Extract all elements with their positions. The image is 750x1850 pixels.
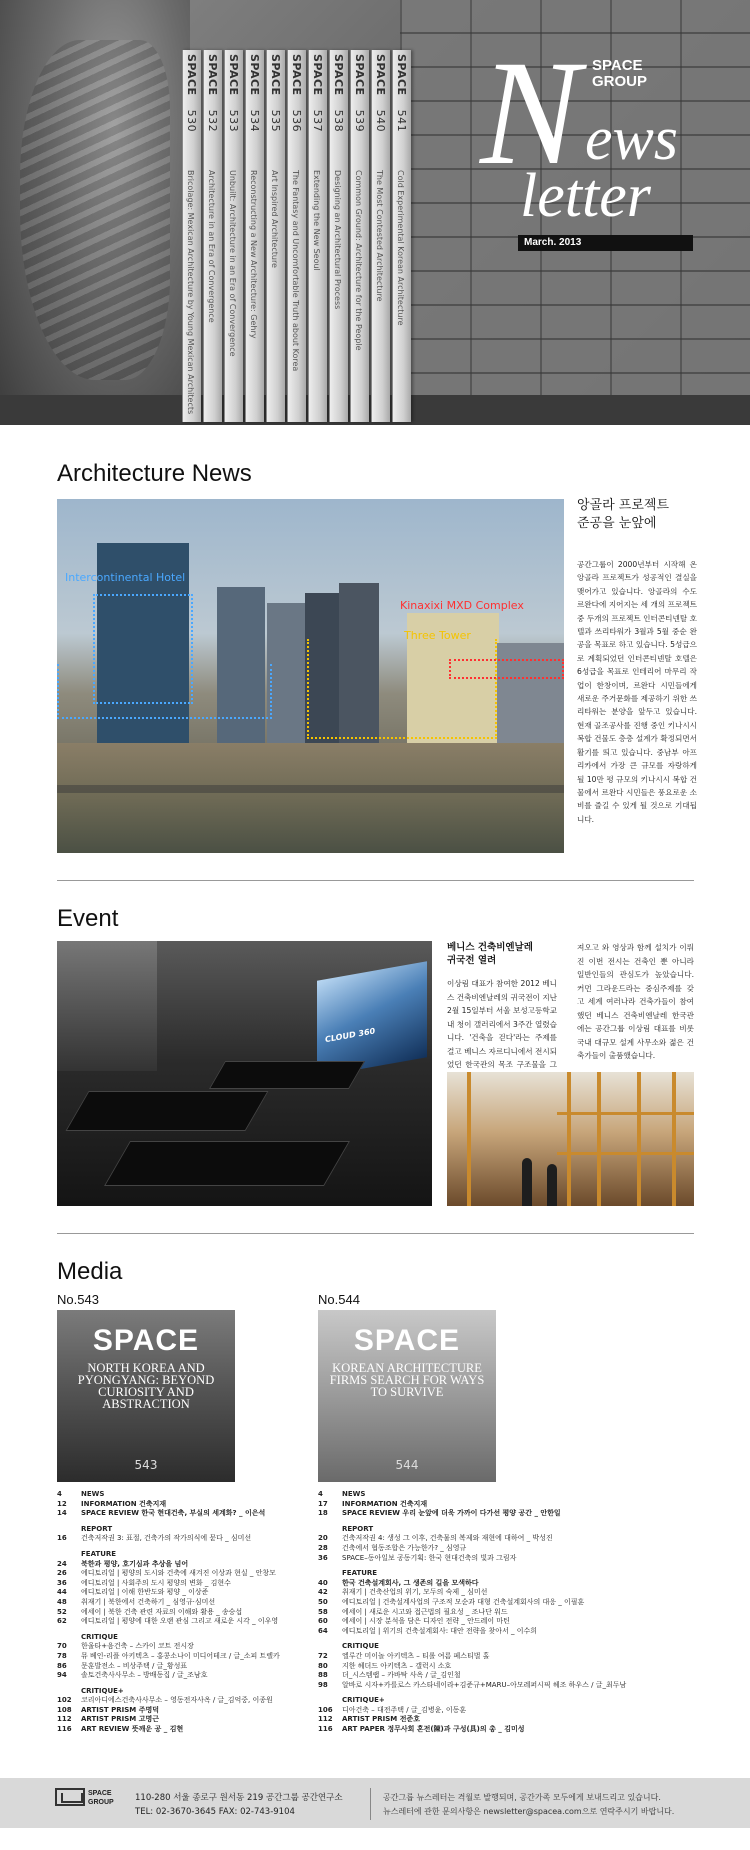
toc-page-number: 17 [318, 1499, 328, 1508]
toc-page-number: 4 [318, 1490, 323, 1498]
toc-entry-title: INFORMATION 건축지재 [81, 1499, 167, 1508]
magazine-subtitle: Designing an Architectural Process [333, 170, 342, 310]
magazine-number: 535 [269, 109, 282, 133]
projection-screen [317, 961, 427, 1076]
toc-page-number: 24 [57, 1559, 67, 1568]
media-title: Media [57, 1258, 123, 1285]
toc-page-number: 4 [57, 1490, 62, 1498]
toc-page-number: 36 [318, 1553, 328, 1562]
toc-row [57, 1696, 312, 1706]
toc-page-number: 112 [57, 1715, 72, 1724]
toc-row [318, 1500, 628, 1510]
toc-page-number: 50 [318, 1597, 328, 1606]
magazine-spine-label [353, 54, 366, 132]
event-title: Event [57, 905, 119, 932]
toc-entry-title: SPACE REVIEW 한국 현대건축, 부실의 세계화? _ 이은석 [81, 1509, 266, 1518]
toc-entry-title: 한국 건축설계회사, 그 생존의 길을 모색하다 [342, 1578, 479, 1587]
event-headline-line2: 귀국전 열려 [447, 955, 497, 966]
toc-row [57, 1509, 312, 1519]
toc-page-number: 80 [318, 1661, 328, 1670]
toc-row [57, 1671, 312, 1681]
event-body-column-2: 져오고 와 영상과 함께 설치가 이뤄진 이번 전시는 건축인 뿐 아니라 일반인들의 관심도가 높았습니다. 커먼 그라운드라는 중심주제를 갖고 세계 여러나라 건축가들이 참여했던 베니스 건축비엔날레 한국관에는 공간그룹 이상림 대표를 비롯 국내 대규모 설계 사무소와 젊은 건축가들이 출품했습니다. [577, 943, 694, 1060]
toc-entry-title: 에디토리얼 | 이해 한반도와 평양 _ 이상준 [81, 1588, 209, 1597]
toc-entry-title: ART PAPER 정무사회 혼전(陳)과 구성(具)의 총 _ 김미성 [342, 1725, 525, 1734]
toc-page-number: 112 [318, 1715, 333, 1724]
visitor-figure [547, 1164, 557, 1206]
magazine-subtitle: Common Ground: Architecture for the People [354, 170, 363, 351]
toc-section-heading: FEATURE [342, 1569, 378, 1578]
toc-row [318, 1598, 628, 1608]
magazine-spine [266, 50, 285, 422]
toc-entry-title: 엘루간 미이놀 아키텍츠 – 티롤 여름 페스티벌 홀 [342, 1651, 490, 1660]
issue-number-544: No.544 [318, 1292, 360, 1307]
magazine-spine-label [332, 54, 345, 132]
magazine-spine [287, 50, 306, 422]
toc-entry-title: ARTIST PRISM 주명덕 [81, 1705, 159, 1714]
toc-row [318, 1681, 628, 1691]
toc-row [57, 1642, 312, 1652]
timber-post [467, 1072, 471, 1206]
toc-row [318, 1627, 628, 1637]
magazine-number: 538 [332, 109, 345, 133]
city-building [267, 603, 307, 743]
toc-entry-title: 솔토건축사사무소 – 방배동집 / 글_조남호 [81, 1671, 208, 1680]
toc-page-number: 44 [57, 1588, 67, 1597]
architecture-headline [577, 497, 697, 533]
timber-post [672, 1072, 676, 1206]
toc-page-number: 70 [57, 1642, 67, 1651]
toc-section-heading: REPORT [342, 1524, 374, 1533]
magazine-subtitle: Extending the New Seoul [312, 170, 321, 271]
table-of-contents-543 [57, 1490, 312, 1735]
footer-contact [135, 1791, 343, 1819]
magazine-number: 533 [227, 109, 240, 133]
footer-note [383, 1791, 713, 1819]
magazine-brand: SPACE [206, 54, 219, 96]
toc-page-number: 14 [57, 1509, 67, 1518]
magazine-number: 540 [374, 109, 387, 133]
toc-entry-title: SPACE REVIEW 우리 눈앞에 더욱 가까이 다가선 평양 공간 _ 안한일 [342, 1509, 561, 1518]
magazine-spine-label [248, 54, 261, 132]
magazine-brand: SPACE [374, 54, 387, 96]
footer-phone: TEL: 02-3670-3645 FAX: 02-743-9104 [135, 1807, 295, 1817]
architecture-article-body: 공간그룹이 2000년부터 시작해 온 앙골라 프로젝트가 성공적인 결실을 맺어가고 있습니다. 앙골라의 수도 르완다에 지어지는 세 개의 프로젝트 중 두개의 프로젝트 인터콘티넨탈 호텔과 쓰리타워가 3월과 5월 중순 완공을 목표로 하고 있습니다. 5성급으로 계획되었던 인터콘티넨탈 호텔은 6성급을 목표로 인테리어 마무리 작업이 한창이며, 르완다 시민들에게 새로운 주거문화를 제공하기 위한 쓰리타워는 분양을 앞두고 있습니다. 현재 골조공사를 진행 중인 키나시시 복합 건물도 층층 설계가 확정되면서 활기를 띄고 있습니다. 중남부 아프리카에서 가장 큰 규모를 자랑하게 될 10만 평 규모의 키나시시 복합 건물에서 르완다 시민들은 풍요로운 소비를 즐길 수 있게 될 것으로 기대됩니다. [577, 560, 697, 824]
toc-row [318, 1554, 628, 1564]
event-headline-line1: 베니스 건축비엔날레 [447, 942, 533, 953]
toc-entry-title: NEWS [342, 1490, 366, 1498]
toc-row [57, 1500, 312, 1510]
city-building [497, 643, 564, 743]
cover-title: KOREAN ARCHITECTURE FIRMS SEARCH FOR WAYS TO SURVIVE [329, 1361, 485, 1399]
toc-entry-title: 취재기 | 건축산업의 위기, 모두의 숙제 _ 심미선 [342, 1588, 488, 1597]
magazine-spine [245, 50, 264, 422]
toc-entry-title: 북한과 평양, 호기심과 추상을 넘어 [81, 1559, 189, 1568]
toc-section-heading: CRITIQUE [81, 1632, 118, 1641]
toc-row [57, 1715, 312, 1725]
timber-post [637, 1072, 641, 1206]
exhibition-hall-photo [57, 941, 432, 1206]
toc-page-number: 48 [57, 1597, 67, 1606]
toc-entry-title: 에세이 | 북한 건축 관련 자료의 이해와 활용 _ 송승섭 [81, 1607, 243, 1616]
table-of-contents-544 [318, 1490, 628, 1735]
toc-page-number: 26 [57, 1569, 67, 1578]
magazine-subtitle: The Fantasy and Uncomfortable Truth about Korea [291, 170, 300, 372]
toc-entry-title: 건축저작권 3: 표절, 건축가의 작가의식에 묻다 _ 심미선 [81, 1534, 252, 1543]
toc-row [57, 1662, 312, 1672]
magazine-subtitle: The Most Contested Architecture [375, 170, 384, 302]
cover-logo: SPACE [353, 1324, 461, 1357]
timber-post [567, 1072, 571, 1206]
toc-section-heading: CRITIQUE+ [342, 1696, 385, 1705]
magazine-spine [308, 50, 327, 422]
toc-entry-title: ARTIST PRISM 고명근 [81, 1715, 159, 1724]
toc-page-number: 116 [57, 1725, 72, 1734]
footer-address: 110-280 서울 종로구 원서동 219 공간그룹 공간연구소 [135, 1793, 343, 1803]
toc-row [318, 1509, 628, 1519]
magazine-spine [203, 50, 222, 422]
magazine-spine [329, 50, 348, 422]
architecture-news-title: Architecture News [57, 460, 252, 487]
magazine-spine-label [374, 54, 387, 132]
timber-beam [557, 1112, 694, 1115]
toc-page-number: 116 [318, 1725, 333, 1734]
toc-page-number: 40 [318, 1578, 328, 1587]
road [57, 785, 564, 793]
label-intercontinental: Intercontinental Hotel [65, 571, 186, 584]
toc-row [57, 1490, 312, 1500]
toc-entry-title: 알바로 시자+카를로스 카스타네이라+김준규+MARU–아모레퍼시픽 헤조 하우스 / 글_최두남 [342, 1680, 627, 1689]
screen-caption: CLOUD 360 [325, 1026, 376, 1045]
hero-brand-line2: GROUP [592, 73, 648, 90]
intercontinental-base-outline [57, 664, 272, 719]
toc-entry-title: 건축저작권 4: 생성 그 이후, 건축물의 복제와 재현에 대하여 _ 박성진 [342, 1534, 553, 1543]
toc-entry-title: SPACE–동아일보 공동기획: 한국 현대건축의 빛과 그림자 [342, 1553, 517, 1562]
space-group-logo-icon [55, 1788, 85, 1806]
toc-entry-title: 지한 헤더드 아키텍츠 – 갤럭시 소호 [342, 1661, 452, 1670]
toc-page-number: 86 [57, 1661, 67, 1670]
toc-page-number: 78 [57, 1651, 67, 1660]
cover-issue-number: 543 [134, 1458, 158, 1472]
architecture-headline-line2: 준공을 눈앞에 [577, 516, 657, 531]
issue-number-543: No.543 [57, 1292, 99, 1307]
toc-page-number: 16 [57, 1534, 67, 1543]
toc-section-heading: REPORT [81, 1524, 113, 1533]
magazine-subtitle: Reconstructing a New Architecture: Gehry [249, 170, 258, 339]
toc-page-number: 106 [318, 1705, 333, 1714]
event-headline [447, 941, 557, 967]
toc-entry-title: 취재기 | 북한에서 건축하기 _ 심영규·심미선 [81, 1597, 216, 1606]
magazine-spine-label [269, 54, 282, 132]
label-kinaxixi: Kinaxixi MXD Complex [400, 599, 524, 612]
magazine-number: 536 [290, 109, 303, 133]
event-body-column-1: 이상림 대표가 참여한 2012 베니스 건축비엔날레의 귀국전이 지난 2월 15일부터 서울 보성고등학교 내 청이 갤러리에서 3주간 열렸습니다. '건축을 걷다'라는 주제를 걸고 베니스 자르디니에서 전시되었던 한국관의 목조 구조물을 그 [447, 979, 557, 1069]
timber-beam [557, 1152, 694, 1155]
toc-page-number: 62 [57, 1617, 67, 1626]
toc-page-number: 98 [318, 1680, 328, 1689]
footer-divider [370, 1788, 371, 1820]
magazine-spine-label [185, 54, 198, 132]
toc-row [57, 1617, 312, 1627]
cover-logo: SPACE [92, 1324, 200, 1357]
newsletter-title-n: N [480, 30, 581, 196]
toc-entry-title: 에디토리얼 | 건축설계사업의 구조적 모순과 대형 건축설계회사의 대응 _ 이필훈 [342, 1597, 585, 1606]
label-three-tower: Three Tower [404, 629, 471, 642]
exhibit-table [65, 1091, 268, 1131]
footer-note-line1: 공간그룹 뉴스레터는 격월로 발행되며, 공간가족 모두에게 보내드리고 있습니다. [383, 1793, 661, 1802]
magazine-brand: SPACE [395, 54, 408, 96]
toc-section-heading: FEATURE [81, 1549, 117, 1558]
magazine-spine-label [206, 54, 219, 132]
toc-page-number: 94 [57, 1671, 67, 1680]
magazine-brand: SPACE [269, 54, 282, 96]
toc-row [318, 1725, 628, 1735]
hero-brand-line1: SPACE [592, 57, 643, 74]
toc-row [318, 1588, 628, 1598]
magazine-spine-label [395, 54, 408, 132]
cover-title: NORTH KOREA AND PYONGYANG: BEYOND CURIOSITY AND ABSTRACTION [77, 1361, 215, 1411]
toc-entry-title: 에세이 | 새로운 시고와 접근법의 필요성 _ 조나단 워드 [342, 1607, 508, 1616]
toc-page-number: 58 [318, 1607, 328, 1616]
toc-row [318, 1608, 628, 1618]
architecture-headline-line1: 앙골라 프로젝트 [577, 498, 670, 513]
toc-entry-title: 에디토리얼 | 평양에 대한 오랜 관심 그리고 새로운 시각 _ 이우영 [81, 1617, 279, 1626]
angola-skyline-photo [57, 499, 564, 853]
toc-page-number: 72 [318, 1651, 328, 1660]
magazine-brand: SPACE [353, 54, 366, 96]
toc-entry-title: 에디토리얼 | 사회주의 도시 평양의 변화 _ 김현수 [81, 1578, 231, 1587]
toc-row [57, 1569, 312, 1579]
magazine-spine-label [311, 54, 324, 132]
toc-entry-title: INFORMATION 건축지재 [342, 1499, 428, 1508]
toc-entry-title: 에디토리얼 | 평양의 도시와 건축에 새겨진 이상과 현실 _ 안창모 [81, 1569, 276, 1578]
magazine-brand: SPACE [248, 54, 261, 96]
toc-section-heading: CRITIQUE [342, 1642, 379, 1651]
toc-page-number: 28 [318, 1543, 328, 1552]
toc-page-number: 108 [57, 1705, 72, 1714]
toc-row [318, 1544, 628, 1554]
footer-note-line2: 뉴스레터에 관한 문의사항은 newsletter@spacea.com으로 연락주시기 바랍니다. [383, 1807, 675, 1816]
visitor-figure [522, 1158, 532, 1206]
magazine-spine [224, 50, 243, 422]
magazine-number: 530 [185, 109, 198, 133]
newsletter-title-ews: ews [585, 105, 678, 173]
toc-row [57, 1598, 312, 1608]
footer-brand-line2: GROUP [88, 1799, 114, 1806]
toc-entry-title: 문훈발전소 – 비상주택 / 글_황성표 [81, 1661, 188, 1670]
magazine-subtitle: Bricolage: Mexican Architecture by Young Mexican Architects [186, 170, 195, 415]
toc-page-number: 18 [318, 1509, 328, 1518]
toc-entry-title: NEWS [81, 1490, 105, 1498]
toc-row [318, 1662, 628, 1672]
toc-entry-title: 에세이 | 시장 분석을 담은 디자인 전략 _ 안드레이 마틴 [342, 1617, 510, 1626]
magazine-stack [182, 50, 422, 422]
toc-row [57, 1560, 312, 1570]
divider [57, 880, 694, 881]
toc-page-number: 12 [57, 1499, 67, 1508]
toc-row [318, 1715, 628, 1725]
divider [57, 1233, 694, 1234]
three-tower-outline [307, 639, 497, 739]
timber-post [597, 1072, 601, 1206]
toc-entry-title: 건축에서 협동조합은 가능한가? _ 심영규 [342, 1543, 467, 1552]
magazine-brand: SPACE [311, 54, 324, 96]
toc-row [57, 1608, 312, 1618]
toc-entry-title: 한울타+음건축 – 스카이 코트 전시장 [81, 1642, 194, 1651]
exhibit-table [104, 1141, 350, 1186]
toc-entry-title: 더_시스템랩 – 카바탁 사옥 / 글_김인철 [342, 1671, 461, 1680]
newsletter-title-letter: letter [520, 162, 651, 230]
toc-entry-title: 에디토리얼 | 위기의 건축설계회사: 대안 전략을 찾아서 _ 이수희 [342, 1626, 538, 1635]
toc-row [318, 1579, 628, 1589]
magazine-number: 537 [311, 109, 324, 133]
toc-page-number: 102 [57, 1696, 72, 1705]
toc-row [318, 1534, 628, 1544]
magazine-number: 541 [395, 109, 408, 133]
toc-row [318, 1617, 628, 1627]
magazine-cover-543[interactable] [57, 1310, 235, 1482]
magazine-spine [182, 50, 201, 422]
toc-page-number: 20 [318, 1534, 328, 1543]
magazine-number: 539 [353, 109, 366, 133]
pavilion-structure-photo [447, 1072, 694, 1206]
toc-section-heading: CRITIQUE+ [81, 1686, 124, 1695]
toc-row [318, 1490, 628, 1500]
cover-issue-number: 544 [395, 1458, 419, 1472]
toc-row [318, 1671, 628, 1681]
magazine-brand: SPACE [332, 54, 345, 96]
toc-row [318, 1706, 628, 1716]
magazine-brand: SPACE [290, 54, 303, 96]
magazine-subtitle: Art Inspired Architecture [270, 170, 279, 268]
hero-banner [0, 0, 750, 425]
gallery-wall [57, 941, 157, 1071]
exhibit-table [209, 1061, 365, 1089]
magazine-brand: SPACE [227, 54, 240, 96]
magazine-number: 532 [206, 109, 219, 133]
stone-background [0, 0, 190, 425]
footer-brand-line1: SPACE [88, 1790, 112, 1797]
kinaxixi-outline [449, 659, 564, 679]
toc-row [57, 1706, 312, 1716]
magazine-spine [371, 50, 390, 422]
magazine-spine [392, 50, 411, 422]
toc-page-number: 88 [318, 1671, 328, 1680]
toc-entry-title: 코리아디에스건축사사무소 – 영동전자사옥 / 글_김억중, 이종원 [81, 1696, 273, 1705]
magazine-subtitle: Architecture in an Era of Convergence [207, 170, 216, 323]
magazine-number: 534 [248, 109, 261, 133]
toc-entry-title: ARTIST PRISM 전준호 [342, 1715, 420, 1724]
toc-entry-title: 디아건축 – 대전주택 / 글_김병윤, 이동훈 [342, 1705, 467, 1714]
toc-row [57, 1579, 312, 1589]
toc-row [57, 1588, 312, 1598]
toc-page-number: 36 [57, 1578, 67, 1587]
toc-entry-title: 뮤 베인-리플 아키텍츠 – 홍콩소나이 미디어테크 / 글_소피 트렐카 [81, 1651, 280, 1660]
toc-entry-title: ART REVIEW 뜻깨운 공 _ 김현 [81, 1725, 184, 1734]
magazine-spine [350, 50, 369, 422]
toc-page-number: 52 [57, 1607, 67, 1616]
magazine-subtitle: Cold Experimental Korean Architecture [396, 170, 405, 326]
low-rise-district [57, 743, 564, 853]
toc-page-number: 64 [318, 1626, 328, 1635]
magazine-cover-544[interactable] [318, 1310, 496, 1482]
magazine-spine-label [227, 54, 240, 132]
footer-brand [88, 1789, 114, 1807]
magazine-subtitle: Unbuilt: Architecture in an Era of Convergence [228, 170, 237, 357]
toc-row [57, 1652, 312, 1662]
toc-row [57, 1534, 312, 1544]
footer [0, 1778, 750, 1828]
hero-brand [592, 58, 647, 90]
toc-row [318, 1652, 628, 1662]
toc-row [57, 1725, 312, 1735]
magazine-brand: SPACE [185, 54, 198, 96]
magazine-spine-label [290, 54, 303, 132]
issue-date: March. 2013 [518, 235, 693, 251]
toc-page-number: 60 [318, 1617, 328, 1626]
toc-page-number: 42 [318, 1588, 328, 1597]
